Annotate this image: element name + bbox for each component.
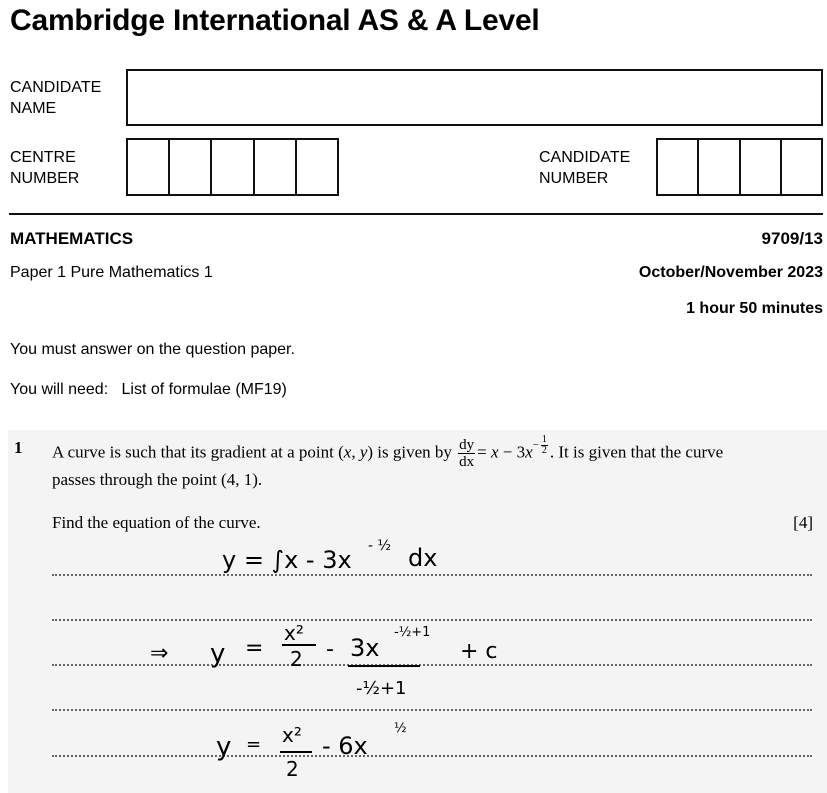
- hw-line2-y: y: [210, 639, 226, 669]
- question-marks: [4]: [793, 513, 813, 532]
- answer-instruction: You must answer on the question paper.: [10, 341, 295, 358]
- question-task: Find the equation of the curve.: [52, 513, 261, 532]
- question-text-part: . It is given that the curve: [549, 442, 724, 462]
- var-x: x: [525, 442, 533, 462]
- hw-line3-num: x²: [282, 723, 302, 747]
- exponent-denominator: 2: [541, 444, 547, 456]
- hw-line1-exponent: - ½: [368, 538, 392, 554]
- hw-line3-exponent: ½: [394, 721, 407, 736]
- hw-line3-y: y: [216, 732, 232, 762]
- paper-name: Paper 1 Pure Mathematics 1: [10, 264, 213, 281]
- centre-number-label-line1: CENTRE: [10, 149, 76, 166]
- paper-code: 9709/13: [761, 229, 823, 248]
- subject-title: MATHEMATICS: [10, 229, 134, 248]
- candidate-number-label-line2: NUMBER: [539, 170, 609, 187]
- question-number: 1: [14, 438, 23, 457]
- exponent-sign: −: [532, 439, 539, 451]
- materials-label: You will need:: [10, 381, 109, 398]
- hw-line2-minus: -: [326, 637, 334, 662]
- var-x: x: [490, 442, 499, 462]
- centre-number-label-line2: NUMBER: [10, 170, 80, 187]
- hw-line2-term2-exp: -½+1: [394, 625, 431, 640]
- hw-line2-term2-num: 3x: [350, 634, 380, 662]
- exam-session: October/November 2023: [638, 264, 823, 281]
- hw-line2-term1-num: x²: [284, 621, 304, 645]
- candidate-name-label-line2: NAME: [10, 100, 57, 117]
- hw-line1-dx: dx: [408, 544, 438, 572]
- hw-line2-constant: + c: [460, 639, 498, 664]
- hw-line2-equals: =: [245, 636, 264, 661]
- hw-line3-equals: =: [246, 734, 262, 755]
- candidate-number-label-line1: CANDIDATE: [539, 149, 631, 166]
- var-x: x: [343, 442, 352, 462]
- candidate-name-label-line1: CANDIDATE: [10, 79, 102, 96]
- exam-duration: 1 hour 50 minutes: [686, 300, 823, 317]
- question-text-part: ,: [351, 442, 360, 462]
- question-text-part: ) is given by: [367, 442, 452, 462]
- exponent-numerator: 1: [541, 433, 547, 445]
- question-line-2: passes through the point (4, 1).: [52, 470, 263, 489]
- equation-part: − 3: [498, 442, 526, 462]
- hw-line2-term2-den: -½+1: [356, 678, 407, 699]
- materials-item: List of formulae (MF19): [121, 381, 287, 398]
- equation-part: =: [477, 442, 491, 462]
- hw-line3-rest: - 6x: [322, 732, 368, 760]
- hw-line1-main: y = ∫x - 3x: [222, 546, 352, 574]
- fraction-numerator: dy: [459, 437, 475, 454]
- hw-line2-term1-den: 2: [290, 647, 303, 671]
- exam-board-title: Cambridge International AS & A Level: [10, 4, 540, 37]
- fraction-denominator: dx: [459, 454, 475, 471]
- hw-implies-arrow: ⇒: [150, 641, 169, 666]
- hw-line3-den: 2: [286, 757, 299, 781]
- var-y: y: [359, 442, 368, 462]
- question-text-part: A curve is such that its gradient at a point (: [52, 442, 344, 462]
